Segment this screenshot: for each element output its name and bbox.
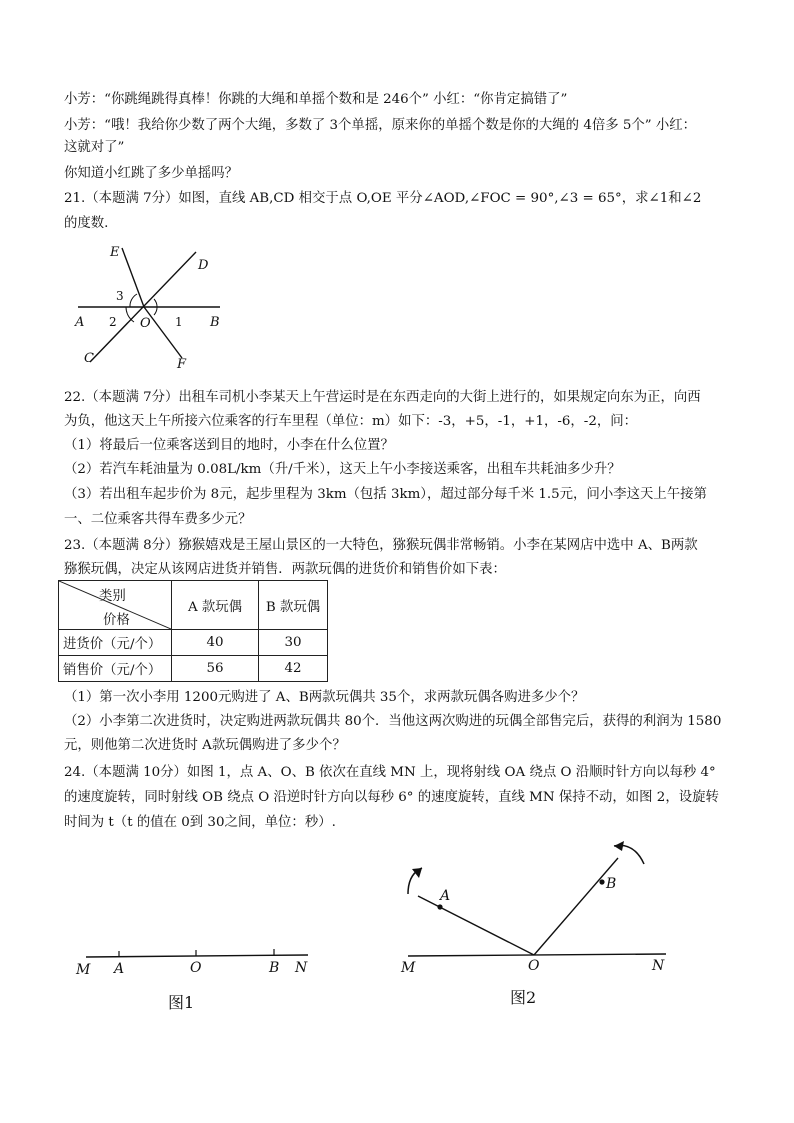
- label-e: E: [110, 245, 120, 260]
- row-label: 销售价（元/个）: [59, 656, 172, 682]
- label-c: C: [84, 351, 94, 366]
- label-o: O: [190, 960, 202, 976]
- angle-2-label: 2: [109, 315, 117, 329]
- table-cell: 40: [172, 630, 259, 656]
- corner-bottom-label: 价格: [103, 613, 130, 628]
- label-o: O: [528, 958, 540, 974]
- label-a: A: [75, 315, 85, 330]
- label-d: D: [198, 258, 209, 273]
- column-header-b: B 款玩偶: [259, 581, 328, 630]
- text-line: 这就对了”: [64, 140, 125, 155]
- text-line: 一、二位乘客共得车费多少元？: [64, 512, 252, 527]
- label-n: N: [295, 960, 308, 976]
- question-23-text: 23.（本题满 8分）猕猴嬉戏是王屋山景区的一大特色，猕猴玩偶非常畅销。小李在某网店中选中 A、B两款: [64, 538, 698, 553]
- text-line: （3）若出租车起步价为 8元，起步里程为 3km（包括 3km），超过部分每千米 1.5元，问小李这天上午接第: [64, 487, 707, 502]
- angle-3-label: 3: [116, 289, 124, 303]
- label-a: A: [440, 888, 451, 904]
- label-n: N: [652, 958, 665, 974]
- row-label: 进货价（元/个）: [59, 630, 172, 656]
- label-f: F: [177, 357, 187, 372]
- text-line: 小芳：“你跳绳跳得真棒！你跳的大绳和单摇个数和是 246个” 小红：“你肯定搞错了”: [64, 92, 568, 107]
- table-cell: 56: [172, 656, 259, 682]
- text-line: 时间为 t（t 的值在 0到 30之间，单位：秒）.: [64, 815, 336, 830]
- table-cell: 30: [259, 630, 328, 656]
- label-a: A: [114, 961, 125, 977]
- text-line: （1）将最后一位乘客送到目的地时，小李在什么位置？: [64, 438, 394, 453]
- label-b: B: [606, 876, 617, 892]
- text-line: 猕猴玩偶，决定从该网店进货并销售．两款玩偶的进货价和销售价如下表：: [64, 562, 506, 577]
- label-m: M: [401, 960, 416, 976]
- angle-1-label: 1: [175, 315, 183, 329]
- text-line: 为负，他这天上午所接六位乘客的行车里程（单位：m）如下：-3，+5，-1，+1，-6，-2，问：: [64, 414, 638, 429]
- table-row: [59, 630, 328, 656]
- text-line: （2）小李第二次进货时，决定购进两款玩偶共 80个．当他这两次购进的玩偶全部售完后，获得的利润为 1580: [64, 714, 722, 729]
- table-corner-cell: [59, 581, 172, 630]
- text-line: 元，则他第二次进货时 A款玩偶购进了多少个？: [64, 738, 346, 753]
- figure-2-caption: 图2: [510, 988, 537, 1007]
- question-21-text: 21.（本题满 7分）如图，直线 AB,CD 相交于点 O,OE 平分∠AOD,∠FOC = 90°,∠3 = 65°，求∠1和∠2: [64, 191, 702, 206]
- figure-1-line-mn: [72, 940, 322, 1020]
- text-line: 你知道小红跳了多少单摇吗？: [64, 166, 239, 181]
- table-cell: 42: [259, 656, 328, 682]
- figure-21-intersecting-lines: [70, 240, 230, 370]
- price-table: [58, 580, 328, 682]
- text-line: （2）若汽车耗油量为 0.08L/km（升/千米），这天上午小李接送乘客，出租车共耗油多少升？: [64, 462, 621, 477]
- text-line: 小芳：“哦！我给你少数了两个大绳，多数了 3个单摇，原来你的单摇个数是你的大绳的 4倍多 5个” 小红：: [64, 118, 697, 133]
- table-header-row: [59, 581, 328, 630]
- figure-1-caption: 图1: [168, 993, 195, 1012]
- text-line: 的速度旋转，同时射线 OB 绕点 O 沿逆时针方向以每秒 6° 的速度旋转，直线 MN 保持不动，如图 2，设旋转: [64, 790, 719, 805]
- table-row: [59, 656, 328, 682]
- corner-top-label: 类别: [99, 589, 126, 604]
- figure-2-rotating-rays: [396, 838, 676, 1013]
- label-b: B: [269, 960, 280, 976]
- label-b: B: [210, 315, 220, 330]
- label-o: O: [140, 316, 151, 331]
- column-header-a: A 款玩偶: [172, 581, 259, 630]
- label-m: M: [76, 962, 91, 978]
- question-22-text: 22.（本题满 7分）出租车司机小李某天上午营运时是在东西走向的大街上进行的，如果规定向东为正，向西: [64, 390, 701, 405]
- text-line: 的度数.: [64, 216, 109, 231]
- text-line: （1）第一次小李用 1200元购进了 A、B两款玩偶共 35个，求两款玩偶各购进多少个？: [64, 690, 585, 705]
- question-24-text: 24.（本题满 10分）如图 1，点 A、O、B 依次在直线 MN 上，现将射线 OA 绕点 O 沿顺时针方向以每秒 4°: [64, 765, 716, 780]
